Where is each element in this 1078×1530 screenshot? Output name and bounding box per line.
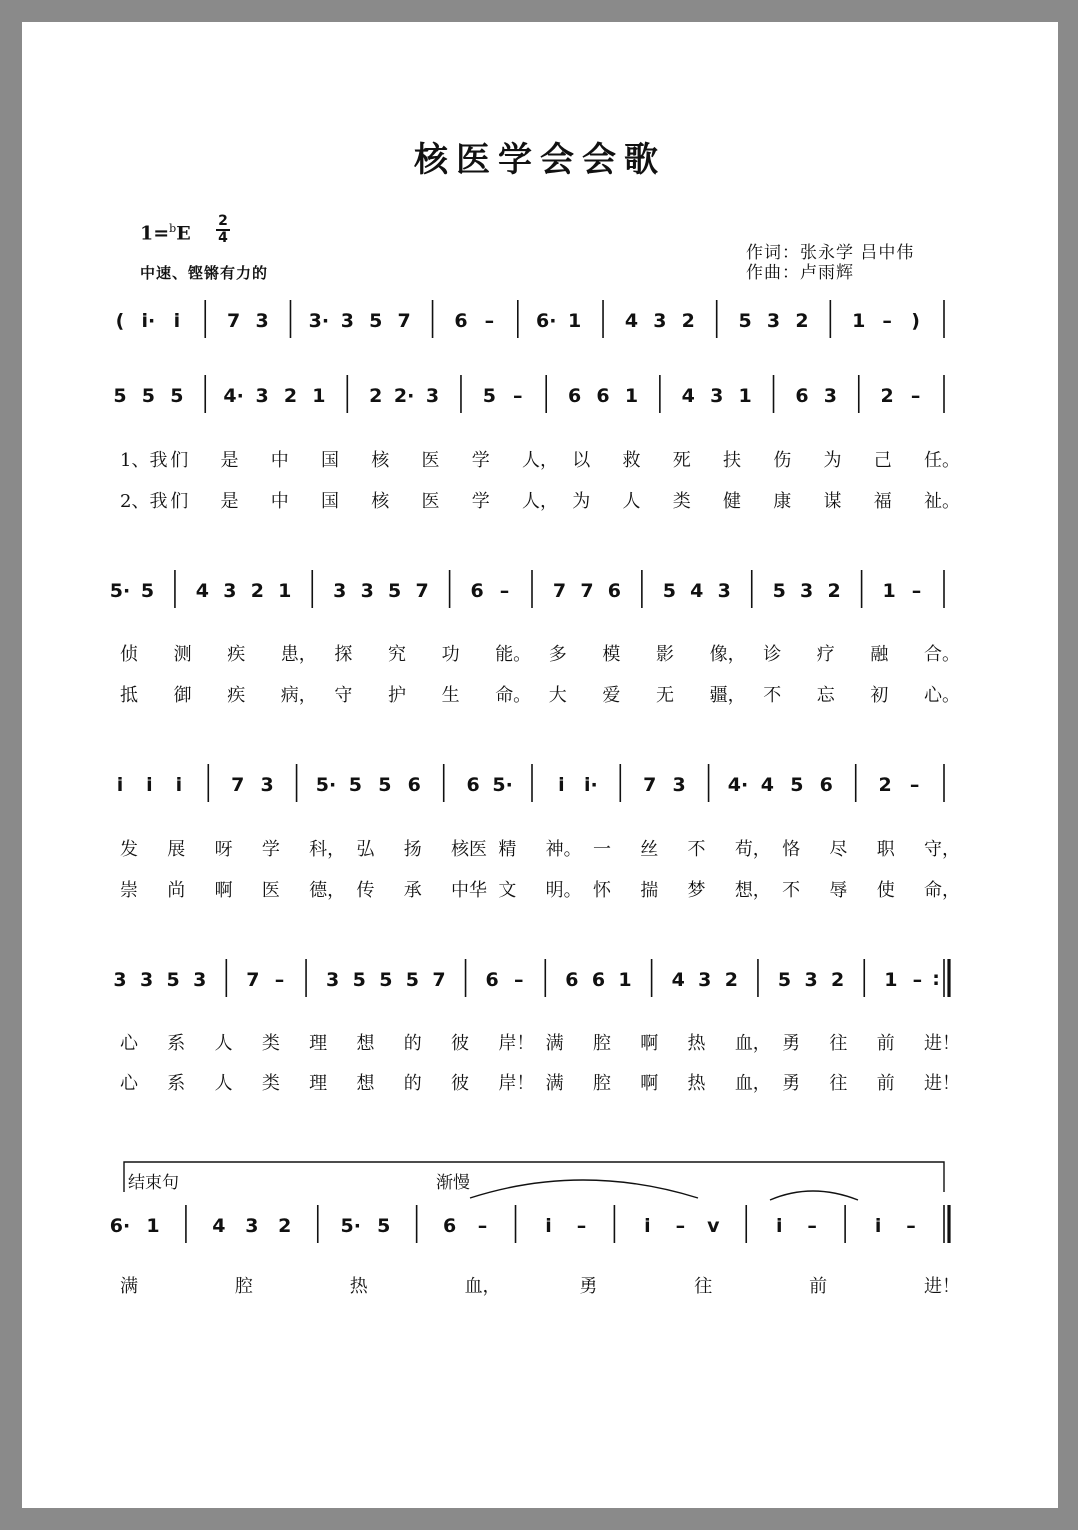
note: 6· bbox=[109, 1215, 131, 1237]
note: – bbox=[513, 385, 523, 407]
note: 5 bbox=[170, 385, 184, 407]
note: – bbox=[675, 1215, 686, 1237]
lyric-syllable: 系 bbox=[167, 1073, 186, 1094]
lyric-syllable: 岸！ bbox=[498, 1073, 535, 1094]
note: 3 bbox=[360, 580, 374, 602]
lyric-syllable: 不 bbox=[782, 880, 801, 901]
note: 3 bbox=[672, 774, 686, 796]
note: 6 bbox=[407, 774, 421, 796]
lyric-syllable: 彼 bbox=[451, 1033, 470, 1054]
lyric-syllable: 往 bbox=[694, 1276, 713, 1297]
lyric-syllable: 心 bbox=[120, 1073, 138, 1094]
note: 3 bbox=[710, 385, 724, 407]
lyric-syllable: 任。 bbox=[924, 450, 960, 471]
lyric-syllable: 医 bbox=[261, 880, 280, 901]
ritardando-label: 渐慢 bbox=[436, 1173, 470, 1193]
lyric-syllable: 1、我 bbox=[120, 450, 168, 471]
lyric-syllable: 核 bbox=[371, 450, 390, 471]
lyric-syllable: 御 bbox=[173, 685, 192, 706]
note: i bbox=[644, 1215, 651, 1237]
lyric-syllable: 职 bbox=[876, 839, 895, 860]
lyric-syllable: 明。 bbox=[545, 880, 582, 901]
note: 6· bbox=[535, 310, 557, 332]
lyric-syllable: 发 bbox=[120, 839, 138, 860]
lyric-syllable: 为 bbox=[823, 450, 842, 471]
lyric-syllable: 彼 bbox=[451, 1073, 470, 1094]
lyric-syllable: 疾 bbox=[227, 644, 246, 665]
lyric-syllable: 影 bbox=[656, 644, 674, 665]
note: 6 bbox=[454, 310, 468, 332]
note: 6 bbox=[485, 969, 499, 991]
note: 7 bbox=[580, 580, 594, 602]
key-note: E bbox=[176, 222, 191, 245]
note: 3 bbox=[260, 774, 274, 796]
note: ) bbox=[911, 310, 920, 332]
note: i bbox=[146, 774, 153, 796]
lyric-syllable: 学 bbox=[261, 839, 280, 860]
note: 2 bbox=[724, 969, 738, 991]
note: 6 bbox=[568, 385, 582, 407]
note: 5 bbox=[348, 774, 363, 796]
note: 6 bbox=[470, 580, 484, 602]
lyric-syllable: 血， bbox=[734, 1073, 771, 1094]
note: 3 bbox=[255, 385, 269, 407]
note: 6 bbox=[591, 969, 606, 991]
lyric-syllable: 往 bbox=[829, 1073, 848, 1094]
note: – bbox=[909, 774, 920, 796]
lyric-syllable: 前 bbox=[876, 1033, 895, 1054]
note: 5· bbox=[492, 774, 513, 796]
note: 2 bbox=[795, 310, 809, 332]
note: v bbox=[707, 1215, 720, 1237]
meter-denominator: 4 bbox=[218, 230, 228, 246]
lyric-syllable: 前 bbox=[809, 1276, 828, 1297]
note: 5 bbox=[378, 774, 392, 796]
note: 2 bbox=[250, 580, 264, 602]
note: 1 bbox=[624, 385, 639, 407]
lyric-syllable: 辱 bbox=[829, 880, 848, 901]
ending-bracket bbox=[124, 1162, 944, 1192]
lyric-syllable: 梦 bbox=[687, 880, 706, 901]
lyric-syllable: 健 bbox=[723, 491, 741, 512]
note: 2 bbox=[283, 385, 298, 407]
note: 7 bbox=[552, 580, 567, 602]
lyric-syllable: 勇 bbox=[782, 1033, 801, 1054]
lyric-syllable: 想， bbox=[734, 880, 771, 901]
lyric-syllable: 疆， bbox=[709, 685, 746, 706]
lyric-syllable: 热 bbox=[687, 1033, 706, 1054]
note: 1 bbox=[738, 385, 752, 407]
note: 5· bbox=[340, 1215, 361, 1237]
lyric-syllable: 大 bbox=[548, 685, 567, 706]
lyric-syllable: 己 bbox=[873, 450, 892, 471]
lyric-syllable: 弘 bbox=[356, 839, 375, 860]
note: 5 bbox=[166, 969, 180, 991]
lyric-syllable: 为 bbox=[572, 491, 591, 512]
lyric-syllable: 以 bbox=[572, 450, 591, 471]
composer-credit: 作曲：卢雨辉 bbox=[746, 263, 854, 283]
note: – bbox=[484, 310, 495, 332]
note: – bbox=[513, 969, 524, 991]
lyric-syllable: 勇 bbox=[782, 1073, 801, 1094]
note: 1 bbox=[312, 385, 326, 407]
lyric-syllable: 满 bbox=[120, 1276, 138, 1297]
note: 2 bbox=[880, 385, 894, 407]
note: 6 bbox=[466, 774, 480, 796]
note: 2 bbox=[878, 774, 892, 796]
lyric-syllable: 守， bbox=[924, 839, 960, 860]
lyric-syllable: 命， bbox=[924, 880, 960, 901]
lyric-syllable: 人 bbox=[622, 491, 641, 512]
lyric-syllable: 前 bbox=[876, 1073, 895, 1094]
lyric-syllable: 进！ bbox=[924, 1073, 960, 1094]
lyric-syllable: 神。 bbox=[545, 839, 582, 860]
note: 2 bbox=[278, 1215, 292, 1237]
note: 3 bbox=[698, 969, 712, 991]
lyric-syllable: 啊 bbox=[214, 880, 233, 901]
lyric-syllable: 勇 bbox=[579, 1276, 598, 1297]
note: 7 bbox=[231, 774, 245, 796]
note: 4 bbox=[212, 1215, 226, 1237]
lyric-syllable: 无 bbox=[656, 685, 674, 706]
lyric-syllable: 的 bbox=[403, 1033, 422, 1054]
lyric-syllable: 一 bbox=[592, 839, 611, 860]
lyric-syllable: 中华 bbox=[451, 880, 488, 901]
lyric-syllable: 疾 bbox=[227, 685, 246, 706]
note: 5 bbox=[113, 385, 127, 407]
lyric-syllable: 医 bbox=[421, 491, 440, 512]
lyric-syllable: 往 bbox=[829, 1033, 848, 1054]
lyric-syllable: 模 bbox=[602, 644, 621, 665]
song-title: 核医学会会歌 bbox=[414, 140, 666, 180]
note: ( bbox=[115, 310, 125, 332]
lyric-syllable: 国 bbox=[321, 491, 339, 512]
lyric-syllable: 类 bbox=[261, 1033, 280, 1054]
note: 3 bbox=[823, 385, 837, 407]
note: 1 bbox=[882, 580, 896, 602]
note: i· bbox=[141, 310, 156, 332]
lyric-syllable: 命。 bbox=[495, 685, 532, 706]
lyric-syllable: 们 bbox=[170, 450, 189, 471]
lyric-syllable: 人 bbox=[214, 1033, 233, 1054]
lyric-syllable: 国 bbox=[321, 450, 339, 471]
note: 3· bbox=[308, 310, 330, 332]
note: 6 bbox=[819, 774, 833, 796]
note: 3 bbox=[800, 580, 814, 602]
note: i bbox=[874, 1215, 882, 1237]
lyric-syllable: 核医 bbox=[451, 839, 488, 860]
lyric-syllable: 苟， bbox=[734, 839, 771, 860]
lyric-syllable: 不 bbox=[763, 685, 782, 706]
lyric-syllable: 祉。 bbox=[924, 491, 960, 512]
lyric-syllable: 文 bbox=[498, 880, 517, 901]
lyric-syllable: 死 bbox=[672, 450, 691, 471]
note: – bbox=[912, 969, 923, 991]
lyric-syllable: 啊 bbox=[640, 1033, 659, 1054]
note: 4 bbox=[624, 310, 639, 332]
lyric-syllable: 中 bbox=[270, 491, 289, 512]
lyric-syllable: 初 bbox=[870, 685, 889, 706]
note: 3 bbox=[425, 385, 440, 407]
lyric-syllable: 究 bbox=[388, 644, 406, 665]
lyric-syllable: 揣 bbox=[640, 880, 659, 901]
note: 1 bbox=[618, 969, 632, 991]
note: 6 bbox=[607, 580, 622, 602]
lyric-syllable: 救 bbox=[622, 450, 641, 471]
note: i bbox=[116, 774, 124, 796]
meter-numerator: 2 bbox=[218, 213, 228, 229]
lyric-syllable: 德， bbox=[309, 880, 346, 901]
lyric-syllable: 腔 bbox=[592, 1073, 611, 1094]
note: 5 bbox=[790, 774, 804, 796]
lyric-syllable: 2、我 bbox=[120, 491, 168, 512]
lyric-syllable: 恪 bbox=[782, 839, 801, 860]
lyric-syllable: 测 bbox=[173, 644, 192, 665]
lyricist-credit: 作词：张永学 吕中伟 bbox=[746, 243, 915, 263]
note: 4 bbox=[195, 580, 210, 602]
note: 4 bbox=[760, 774, 775, 796]
lyric-syllable: 人， bbox=[522, 450, 558, 471]
note: 3 bbox=[333, 580, 347, 602]
lyric-syllable: 尽 bbox=[829, 839, 848, 860]
lyric-syllable: 抵 bbox=[120, 685, 138, 706]
note: – bbox=[807, 1215, 817, 1237]
note: 1 bbox=[852, 310, 866, 332]
lyric-syllable: 理 bbox=[309, 1033, 328, 1054]
note: 1 bbox=[884, 969, 898, 991]
lyric-syllable: 扬 bbox=[403, 839, 422, 860]
lyric-syllable: 患， bbox=[280, 644, 317, 665]
lyric-syllable: 进！ bbox=[924, 1276, 960, 1297]
note: i bbox=[558, 774, 565, 796]
key-flat: b bbox=[169, 222, 177, 235]
lyric-syllable: 类 bbox=[672, 491, 691, 512]
note: 4· bbox=[727, 774, 749, 796]
lyric-syllable: 尚 bbox=[167, 880, 186, 901]
lyric-syllable: 热 bbox=[687, 1073, 706, 1094]
note: i· bbox=[583, 774, 598, 796]
note: 5 bbox=[377, 1215, 391, 1237]
note: 7 bbox=[246, 969, 260, 991]
note: 5 bbox=[777, 969, 792, 991]
lyric-syllable: 爱 bbox=[602, 685, 621, 706]
note: i bbox=[175, 774, 183, 796]
lyric-syllable: 血， bbox=[734, 1033, 771, 1054]
lyric-syllable: 中 bbox=[270, 450, 289, 471]
tempo-marking: 中速、铿锵有力的 bbox=[140, 264, 269, 282]
note: 3 bbox=[255, 310, 269, 332]
note: 1 bbox=[146, 1215, 160, 1237]
lyric-syllable: 功 bbox=[441, 644, 460, 665]
lyric-syllable: 疗 bbox=[816, 644, 835, 665]
lyric-syllable: 传 bbox=[356, 880, 375, 901]
note: – bbox=[499, 580, 510, 602]
note: 4 bbox=[690, 580, 704, 602]
note: 5 bbox=[772, 580, 786, 602]
lyric-syllable: 核 bbox=[371, 491, 390, 512]
lyric-syllable: 心。 bbox=[924, 685, 960, 706]
note: 5· bbox=[109, 580, 131, 602]
lyric-syllable: 多 bbox=[548, 644, 567, 665]
notation-score bbox=[22, 22, 1058, 1508]
lyric-syllable: 诊 bbox=[763, 644, 782, 665]
lyric-syllable: 生 bbox=[441, 685, 460, 706]
note: 5· bbox=[315, 774, 337, 796]
note: 2 bbox=[827, 580, 841, 602]
note: 3 bbox=[245, 1215, 259, 1237]
ending-label: 结束句 bbox=[128, 1173, 179, 1193]
lyric-syllable: 想 bbox=[356, 1073, 375, 1094]
note: 3 bbox=[326, 969, 340, 991]
note: 5 bbox=[482, 385, 496, 407]
lyric-syllable: 护 bbox=[388, 685, 406, 706]
note: i bbox=[545, 1215, 552, 1237]
note: 1 bbox=[278, 580, 292, 602]
note: 5 bbox=[405, 969, 420, 991]
note: 4 bbox=[681, 385, 695, 407]
note: 5 bbox=[662, 580, 676, 602]
note: 6 bbox=[596, 385, 610, 407]
note: 7 bbox=[397, 310, 411, 332]
lyric-syllable: 人 bbox=[214, 1073, 233, 1094]
note: 2 bbox=[831, 969, 845, 991]
lyric-syllable: 进！ bbox=[924, 1033, 960, 1054]
lyric-syllable: 满 bbox=[545, 1073, 564, 1094]
note: 3 bbox=[139, 969, 154, 991]
lyric-syllable: 福 bbox=[873, 491, 892, 512]
lyric-syllable: 医 bbox=[421, 450, 440, 471]
note: 3 bbox=[653, 310, 667, 332]
note: 5 bbox=[352, 969, 366, 991]
note: 6 bbox=[442, 1215, 457, 1237]
slur bbox=[770, 1191, 858, 1200]
lyric-syllable: 的 bbox=[403, 1073, 422, 1094]
note: 5 bbox=[738, 310, 752, 332]
lyric-syllable: 心 bbox=[120, 1033, 138, 1054]
lyric-syllable: 守 bbox=[334, 685, 353, 706]
note: – bbox=[910, 385, 921, 407]
lyric-syllable: 承 bbox=[403, 880, 422, 901]
lyric-syllable: 是 bbox=[220, 450, 239, 471]
lyric-syllable: 学 bbox=[471, 491, 490, 512]
lyric-syllable: 热 bbox=[349, 1276, 368, 1297]
key-prefix: 1= bbox=[140, 222, 170, 245]
note: 4 bbox=[671, 969, 685, 991]
lyric-syllable: 扶 bbox=[723, 450, 741, 471]
lyric-syllable: 科， bbox=[309, 839, 346, 860]
repeat-sign: : bbox=[932, 968, 940, 990]
lyric-syllable: 想 bbox=[356, 1033, 375, 1054]
note: i bbox=[775, 1215, 783, 1237]
lyric-syllable: 忘 bbox=[816, 685, 835, 706]
note: 7 bbox=[415, 580, 429, 602]
note: 3 bbox=[804, 969, 818, 991]
lyric-syllable: 腔 bbox=[234, 1276, 253, 1297]
note: 6 bbox=[565, 969, 579, 991]
lyric-syllable: 怀 bbox=[592, 880, 611, 901]
lyric-syllable: 康 bbox=[773, 491, 792, 512]
lyric-syllable: 融 bbox=[870, 644, 889, 665]
lyric-syllable: 合。 bbox=[924, 644, 960, 665]
score-sheet bbox=[22, 22, 1058, 1508]
lyric-syllable: 啊 bbox=[640, 1073, 659, 1094]
lyric-syllable: 谋 bbox=[823, 491, 842, 512]
note: 3 bbox=[717, 580, 731, 602]
note: 6 bbox=[795, 385, 809, 407]
note: 2 bbox=[369, 385, 383, 407]
note: 3 bbox=[340, 310, 354, 332]
lyric-syllable: 能。 bbox=[495, 644, 532, 665]
note: 5 bbox=[388, 580, 402, 602]
lyric-syllable: 血， bbox=[464, 1276, 501, 1297]
note: – bbox=[576, 1215, 587, 1237]
lyric-syllable: 满 bbox=[545, 1033, 564, 1054]
note: 5 bbox=[369, 310, 383, 332]
note: 7 bbox=[432, 969, 446, 991]
note: 3 bbox=[766, 310, 781, 332]
note: – bbox=[477, 1215, 488, 1237]
note: – bbox=[911, 580, 922, 602]
lyric-syllable: 侦 bbox=[120, 644, 138, 665]
lyric-syllable: 展 bbox=[167, 839, 186, 860]
lyric-syllable: 丝 bbox=[640, 839, 659, 860]
note: 1 bbox=[568, 310, 582, 332]
lyric-syllable: 类 bbox=[261, 1073, 280, 1094]
note: 7 bbox=[227, 310, 241, 332]
slur bbox=[470, 1180, 698, 1198]
lyric-syllable: 探 bbox=[334, 644, 353, 665]
note: 2 bbox=[681, 310, 695, 332]
lyric-syllable: 伤 bbox=[773, 450, 792, 471]
note: – bbox=[882, 310, 892, 332]
lyric-syllable: 崇 bbox=[120, 880, 138, 901]
note: 4· bbox=[223, 385, 244, 407]
note: – bbox=[906, 1215, 916, 1237]
lyric-syllable: 呀 bbox=[214, 839, 233, 860]
lyric-syllable: 不 bbox=[687, 839, 706, 860]
note: 3 bbox=[113, 969, 127, 991]
note: 3 bbox=[193, 969, 207, 991]
lyric-syllable: 病， bbox=[280, 685, 317, 706]
lyric-syllable: 学 bbox=[471, 450, 490, 471]
lyric-syllable: 系 bbox=[167, 1033, 186, 1054]
note: 2· bbox=[393, 385, 415, 407]
lyric-syllable: 腔 bbox=[592, 1033, 611, 1054]
note: – bbox=[274, 969, 285, 991]
lyric-syllable: 是 bbox=[220, 491, 239, 512]
note: 5 bbox=[379, 969, 393, 991]
lyric-syllable: 人， bbox=[522, 491, 558, 512]
lyric-syllable: 理 bbox=[309, 1073, 328, 1094]
note: 7 bbox=[643, 774, 657, 796]
lyric-syllable: 精 bbox=[498, 839, 517, 860]
lyric-syllable: 使 bbox=[876, 880, 895, 901]
lyric-syllable: 像， bbox=[709, 644, 746, 665]
lyric-syllable: 岸！ bbox=[498, 1033, 535, 1054]
note: 5 bbox=[140, 580, 155, 602]
note: 5 bbox=[141, 385, 156, 407]
lyric-syllable: 们 bbox=[170, 491, 189, 512]
note: 3 bbox=[223, 580, 237, 602]
note: i bbox=[173, 310, 181, 332]
